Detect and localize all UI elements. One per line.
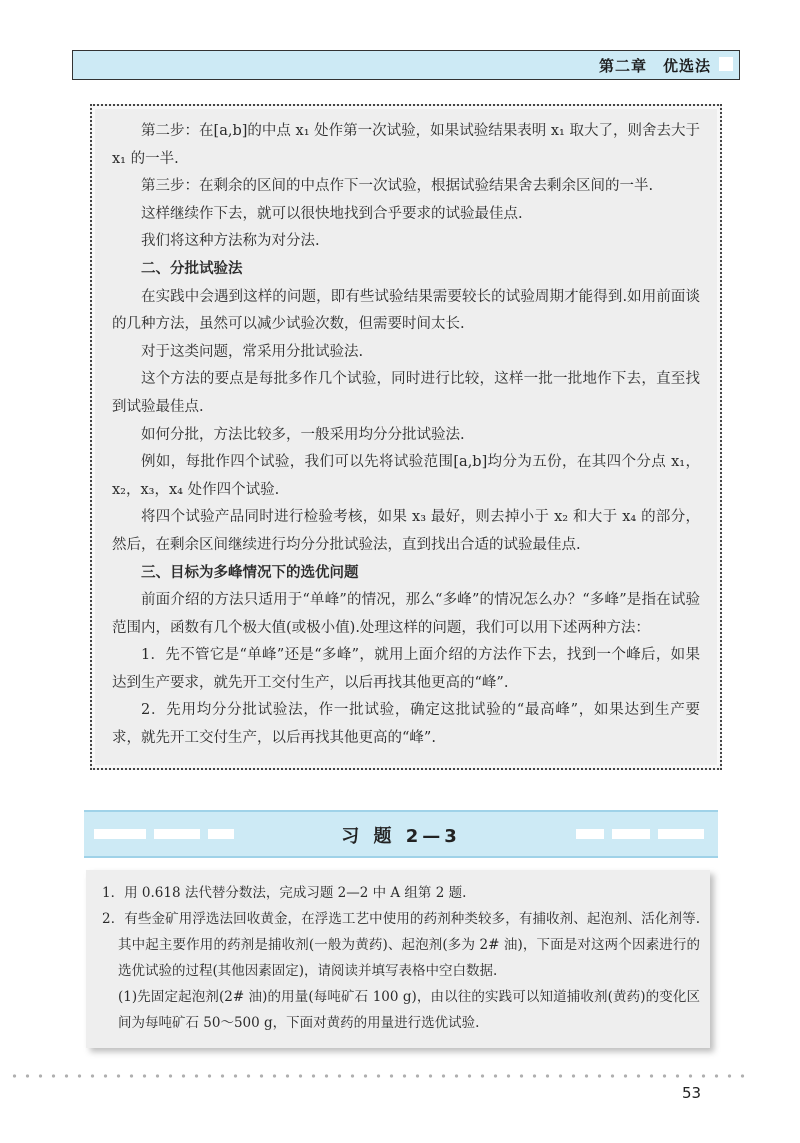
paragraph: 将四个试验产品同时进行检验考核，如果 x₃ 最好，则去掉小于 x₂ 和大于 x₄ 的部分，然后，在剩余区间继续进行均分分批试验法，直到找出合适的试验最佳点. <box>112 509 700 553</box>
paragraph: 这样继续作下去，就可以很快地找到合乎要求的试验最佳点. <box>141 205 523 222</box>
header-corner-box <box>719 57 733 71</box>
paragraph: 这个方法的要点是每批多作几个试验，同时进行比较，这样一批一批地作下去，直至找到试验最佳点. <box>112 371 700 415</box>
paragraph: 1．先不管它是“单峰”还是“多峰”，就用上面介绍的方法作下去，找到一个峰后，如果达到生产要求，就先开工交付生产，以后再找其他更高的“峰”. <box>112 647 700 691</box>
exercise-subitem: (1)先固定起泡剂(2# 油)的用量(每吨矿石 100 g)，由以往的实践可以知道捕收剂(黄药)的变化区间为每吨矿石 50～500 g，下面对黄药的用量进行选优试验. <box>118 989 700 1031</box>
paragraph: 2．先用均分分批试验法，作一批试验，确定这批试验的“最高峰”，如果达到生产要求，就先开工交付生产，以后再找其他更高的“峰”. <box>112 702 700 747</box>
section-body <box>112 118 700 753</box>
paragraph: 第三步：在剩余的区间的中点作下一次试验，根据试验结果舍去剩余区间的一半. <box>141 178 654 195</box>
exercise-item: 2．有些金矿用浮选法回收黄金，在浮选工艺中使用的药剂种类较多，有捕收剂、起泡剂、活化剂等.其中起主要作用的药剂是捕收剂(一般为黄药)、起泡剂(多为 2# 油)，下面是对这两个因素进行的选优试验的过程(其他因素固定)，请阅读并填写表格中空白数据. <box>102 911 700 979</box>
paragraph: 前面介绍的方法只适用于“单峰”的情况，那么“多峰”的情况怎么办？“多峰”是指在试验范围内，函数有几个极大值(或极小值).处理这样的问题，我们可以用下述两种方法： <box>112 592 700 636</box>
paragraph: 对于这类问题，常采用分批试验法. <box>141 343 364 360</box>
section-heading: 二、分批试验法 <box>141 260 243 277</box>
exercise-title: 习 题 2—3 <box>341 826 461 847</box>
paragraph: 如何分批，方法比较多，一般采用均分分批试验法. <box>141 426 465 443</box>
exercise-item: 1．用 0.618 法代替分数法，完成习题 2—2 中 A 组第 2 题. <box>102 885 467 901</box>
footer-dotted-rule <box>8 1073 748 1079</box>
paragraph: 我们将这种方法称为对分法. <box>141 233 320 250</box>
paragraph: 例如，每批作四个试验，我们可以先将试验范围[a,b]均分为五份，在其四个分点 x₁，x₂，x₃，x₄ 处作四个试验. <box>112 454 700 498</box>
chapter-header <box>72 50 740 80</box>
banner-strip <box>576 829 604 839</box>
banner-strip <box>612 829 650 839</box>
exercise-content <box>102 880 700 1036</box>
exercise-banner <box>84 810 718 858</box>
paragraph: 第二步：在[a,b]的中点 x₁ 处作第一次试验，如果试验结果表明 x₁ 取大了，则舍去大于 x₁ 的一半. <box>112 123 700 167</box>
paragraph: 在实践中会遇到这样的问题，即有些试验结果需要较长的试验周期才能得到.如用前面谈的几种方法，虽然可以减少试验次数，但需要时间太长. <box>112 288 700 333</box>
page-number: 53 <box>682 1084 702 1102</box>
chapter-title: 第二章 优选法 <box>598 57 711 75</box>
section-heading: 三、目标为多峰情况下的选优问题 <box>141 564 359 581</box>
banner-strip <box>658 829 704 839</box>
